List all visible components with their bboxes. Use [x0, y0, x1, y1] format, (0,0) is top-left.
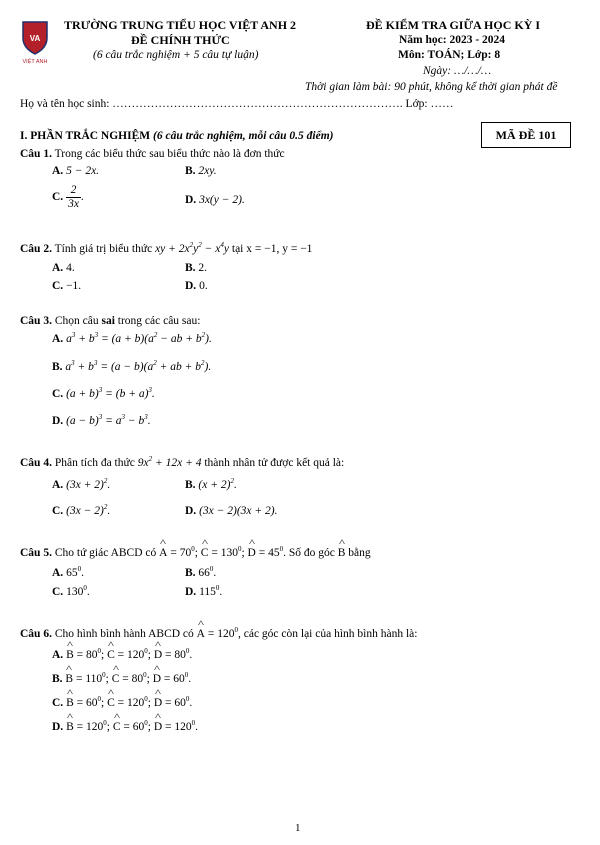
question-4: Câu 4. Phân tích đa thức $9x^2 + 12x + 4$ thành nhân tử được kết quả là: [20, 455, 345, 469]
q2-option-c[interactable]: C. −1. [52, 280, 82, 292]
student-info-line[interactable]: Họ và tên học sinh: …………………………………………………………………. Lớp: …… [20, 98, 454, 110]
section-heading: I. PHẦN TRẮC NGHIỆM (6 câu trắc nghiệm, mỗi câu 0.5 điểm) [20, 130, 334, 142]
q4-option-c[interactable]: C. $(3x - 2)^2$. [52, 503, 111, 517]
question-2: Câu 2. Tính giá trị biểu thức xy + $2x^2y^2 - x^4y$ tại x = −1, y = −1 [20, 241, 313, 255]
school-name: TRƯỜNG TRUNG TIỂU HỌC VIỆT ANH 2 [64, 18, 297, 32]
logo-caption: VIỆT ANH [22, 59, 48, 65]
q1-option-a[interactable]: A. 5 − 2x. [52, 165, 100, 177]
q3-option-c[interactable]: C. $(a + b)^3 = (b + a)^3$. [52, 386, 155, 400]
q5-option-c[interactable]: C. $130^0$. [52, 584, 90, 598]
q2-option-b[interactable]: B. 2. [185, 262, 208, 274]
official-label: ĐỀ CHÍNH THỨC [131, 33, 230, 47]
q2-option-a[interactable]: A. 4. [52, 262, 75, 274]
exam-time: Thời gian làm bài: 90 phút, không kể thời gian phát đề [305, 81, 558, 93]
exam-date: Ngày: …/…/… [423, 65, 492, 77]
q2-option-d[interactable]: D. 0. [185, 280, 208, 292]
q3-option-d[interactable]: D. $(a - b)^3 = a^3 - b^3$. [52, 413, 151, 427]
q4-option-a[interactable]: A. $(3x + 2)^2$. [52, 477, 111, 491]
question-5: Câu 5. Cho tứ giác ABCD có ^ $A = 70^0$; ^ $C = 130^0$; ^ $D = 45^0$. Số đo góc ^ B bằng [20, 546, 371, 560]
q1-option-c[interactable]: C. $\frac{2}{3x}$ . [52, 184, 84, 210]
q3-option-b[interactable]: B. $a^3 + b^3 = (a - b)(a^2$ + ab + $b^2$). [52, 359, 212, 373]
q1-option-d[interactable]: D. 3x(y − 2). [185, 194, 245, 206]
subject-grade: Môn: TOÁN; Lớp: 8 [398, 49, 501, 61]
question-6: Câu 6. Cho hình bình hành ABCD có ^ $A = 120^0$, các góc còn lại của hình bình hành là: [20, 627, 417, 641]
q6-option-b[interactable]: B. ^ $B = 110^0$; ^ $C = 80^0$; ^ $D = 60^0$. [52, 672, 191, 686]
q6-option-c[interactable]: C. ^ $B = 60^0$; ^ $C = 120^0$; ^ $D = 60^0$. [52, 696, 192, 710]
q1-fraction: $\frac{2}{3x}$ [68, 184, 79, 210]
q5-option-d[interactable]: D. $115^0$. [185, 584, 223, 598]
q5-option-a[interactable]: A. $65^0$. [52, 565, 84, 579]
exam-title: ĐỀ KIỂM TRA GIỮA HỌC KỲ I [366, 18, 541, 32]
q4-option-b[interactable]: B. $(x + 2)^2$. [185, 477, 237, 491]
school-year: Năm học: 2023 - 2024 [399, 34, 506, 46]
exam-code-box: MÃ ĐỀ 101 [481, 122, 571, 148]
q3-option-a[interactable]: A. $a^3 + b^3 = (a + b)(a^2$ − ab + $b^2$). [52, 331, 212, 345]
question-1: Câu 1. Trong các biểu thức sau biểu thức nào là đơn thức [20, 148, 285, 160]
q1-option-b[interactable]: B. 2xy. [185, 165, 217, 177]
logo-mark: VA [29, 34, 41, 43]
exam-structure: (6 câu trắc nghiệm + 5 câu tự luận) [93, 49, 259, 61]
page-number: 1 [295, 822, 301, 834]
q4-option-d[interactable]: D. (3x − 2)(3x + 2). [185, 505, 278, 517]
q6-option-d[interactable]: D. ^ $B = 120^0$; ^ $C = 60^0$; ^ $D = 120^0$. [52, 720, 198, 734]
question-3: Câu 3. Chọn câu sai trong các câu sau: [20, 315, 201, 327]
school-logo [20, 20, 50, 68]
q5-option-b[interactable]: B. $66^0$. [185, 565, 217, 579]
q6-option-a[interactable]: A. ^ $B = 80^0$; ^ $C = 120^0$; ^ $D = 80^0$. [52, 648, 192, 662]
